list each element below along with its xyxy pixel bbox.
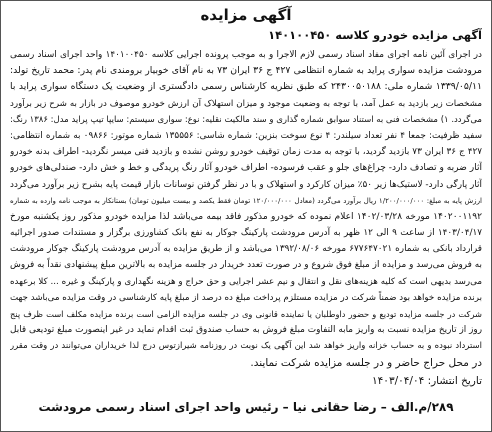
body-line: آثار ضربه و تصادف دارد- چراغ‌های جلو و عقب فرسوده- اطراف خودرو آثار رنگ پریدگی و خط و خش دارد- صندلی‌های خودرو [10,163,482,174]
body-line: قرارداد بانکی به شماره ۶۷۷۶۴۷۰۲۱ مورخه ۱۳۹۲/۰۸/۰۶ می‌باشد و از طریق مزایده به آدرس مرودشت پارکینگ جوکار مرودشت [10,244,482,255]
publication-date [10,373,482,390]
body-line: ۱۴۰۲۰۰۱۱۹۲ مورخه ۱۴۰۲/۰۳/۲۸ اعلام نموده که خودرو مذکور فاقد بیمه می‌باشد لذا مزایده خودرو مذکور روز یکشنبه مورخ [10,211,482,222]
body-line: شرکت در جلسه مزایده تودیع و حضور داوطلبان یا نماینده قانونی وی در جلسه مزایده الزامی است برنده مزایده مکلف است ظرف پنج [10,309,482,319]
body-line: می‌رسد بدیهی است که کلیه هزینه‌های نقل و انتقال و نیم عشر اجرایی و حق حراج و هزینه نگهداری و پارکینگ و غیره ... کلا برعهده [10,276,482,287]
body-line: ۴۲۷ ج ۳۶ ایران ۷۳ بازدید گردید، با توجه به مدت زمان توقیف خودرو روشن نشده و بازدید فنی میسر نگردید- اطراف بدنه خودرو [10,147,482,158]
signature-line: ۲۸۹/م.الف – رضا حقانی نیا – رئیس واحد اجرای اسناد رسمی مرودشت [38,399,454,414]
body-line: مرودشت مزایده سواری پراید به شماره انتظامی ۴۲۷ ج ۳۶ ایران ۷۳ به نام آقای خوبیار برومندی نام پدر: محمد تاریخ تولد: [10,65,482,77]
body-line: ۱۴۰۳/۰۴/۱۷ از ساعت ۹ الی ۱۲ ظهر به آدرس مرودشت پارکینگ جوکار به نفع بانک کشاورزی برگزار و مستندات صدور اجرائیه [10,228,482,239]
body-line: ۱۳۳۹/۰۵/۱۱ شماره ملی: ۲۴۳۰۰۵۰۱۸۸ که طبق نظریه کارشناس رسمی دادگستری از وضعیت یک دستگاه سواری پراید با [10,81,482,93]
notice-title: آگهی مزایده [200,6,292,24]
body-line: برنده مزایده خواهد بود ضمناً شرکت در مزایده مستلزم پرداخت مبلغ ده درصد از مبلغ پایه کارشناسی در وقت مزایده می‌باشد جهت [10,292,482,303]
body-line: آثار پارگی دارد- لاستیک‌ها زیر ۵۰٪ میزان کارکرد و استهلاک و با در نظر گرفتن نوسانات بازار قیمت پایه بشرح زیر برآورد می‌گردد [10,179,482,190]
body-line: استرداد نبوده و به حساب خزانه واریز خواهد شد این آگهی یک نوبت در روزنامه شیرازتوس درج لذا خریداران می‌توانند در وقت مقرر [10,341,482,352]
body-line: به فروش می‌رسد و مزایده از مبلغ فوق شروع و در صورت تعدد خریدار در جلسه مزایده به بالاترین مبلغ پیشنهادی نقداً به فروش [10,260,482,271]
publication-date-label: تاریخ انتشار: [427,374,482,387]
body-line: ارزش پایه به مبلغ: ۱/۲۰۰/۰۰۰/۰۰۰ ریال برآورد می‌گردد (معادل ۱۲۰/۰۰۰/۰۰۰ تومان فقط یکصد و بیست میلیون تومان) بستانکار به موجب نامه وارده به شماره [10,195,482,205]
body-line: سفید ظرفیت: جمعا ۴ نفر تعداد سیلندر: ۴ نوع سوخت بنزین: شماره شاسی: ۱۳۵۵۵۶ شماره موتور: ۰۹۸۶۶ به شماره انتظامی: [10,130,482,141]
publication-date-value: ۱۴۰۳/۰۴/۰۴ [372,374,425,387]
body-line: در اجرای آئین نامه اجرای مفاد اسناد رسمی لازم الاجرا و به موجب پرونده اجرایی کلاسه ۱۴۰۱۰۰۴۵۰ واحد اجرای اسناد رسمی [10,50,482,60]
body-line: در محل حراج حاضر و در جلسه مزایده شرکت نمایند. [250,356,482,369]
notice-body [10,47,482,371]
body-line: می‌گردد. ۱) مشخصات فنی به استناد سوابق شماره گذاری و سند مالکیت نقلیه: نوع: سواری سیستم: سایپا تیپ پراید مدل: ۱۳۸۶ رنگ: [10,114,482,125]
body-line: مشخصات زیر بازدید به عمل آمد، با توجه به وضعیت موجود و میزان استهلاک آن ارزش خودرو موصوف در بازار به شرح زیر برآورد [10,98,482,109]
notice-subtitle: آگهی مزایده خودرو کلاسه ۱۴۰۱۰۰۴۵۰ [268,28,482,42]
body-line: روز از تاریخ مزایده نسبت به واریز مابه التفاوت مبلغ فروش به حساب صندوق ثبت اقدام نماید در غیر اینصورت مبلغ تودیعی قابل [10,325,482,336]
